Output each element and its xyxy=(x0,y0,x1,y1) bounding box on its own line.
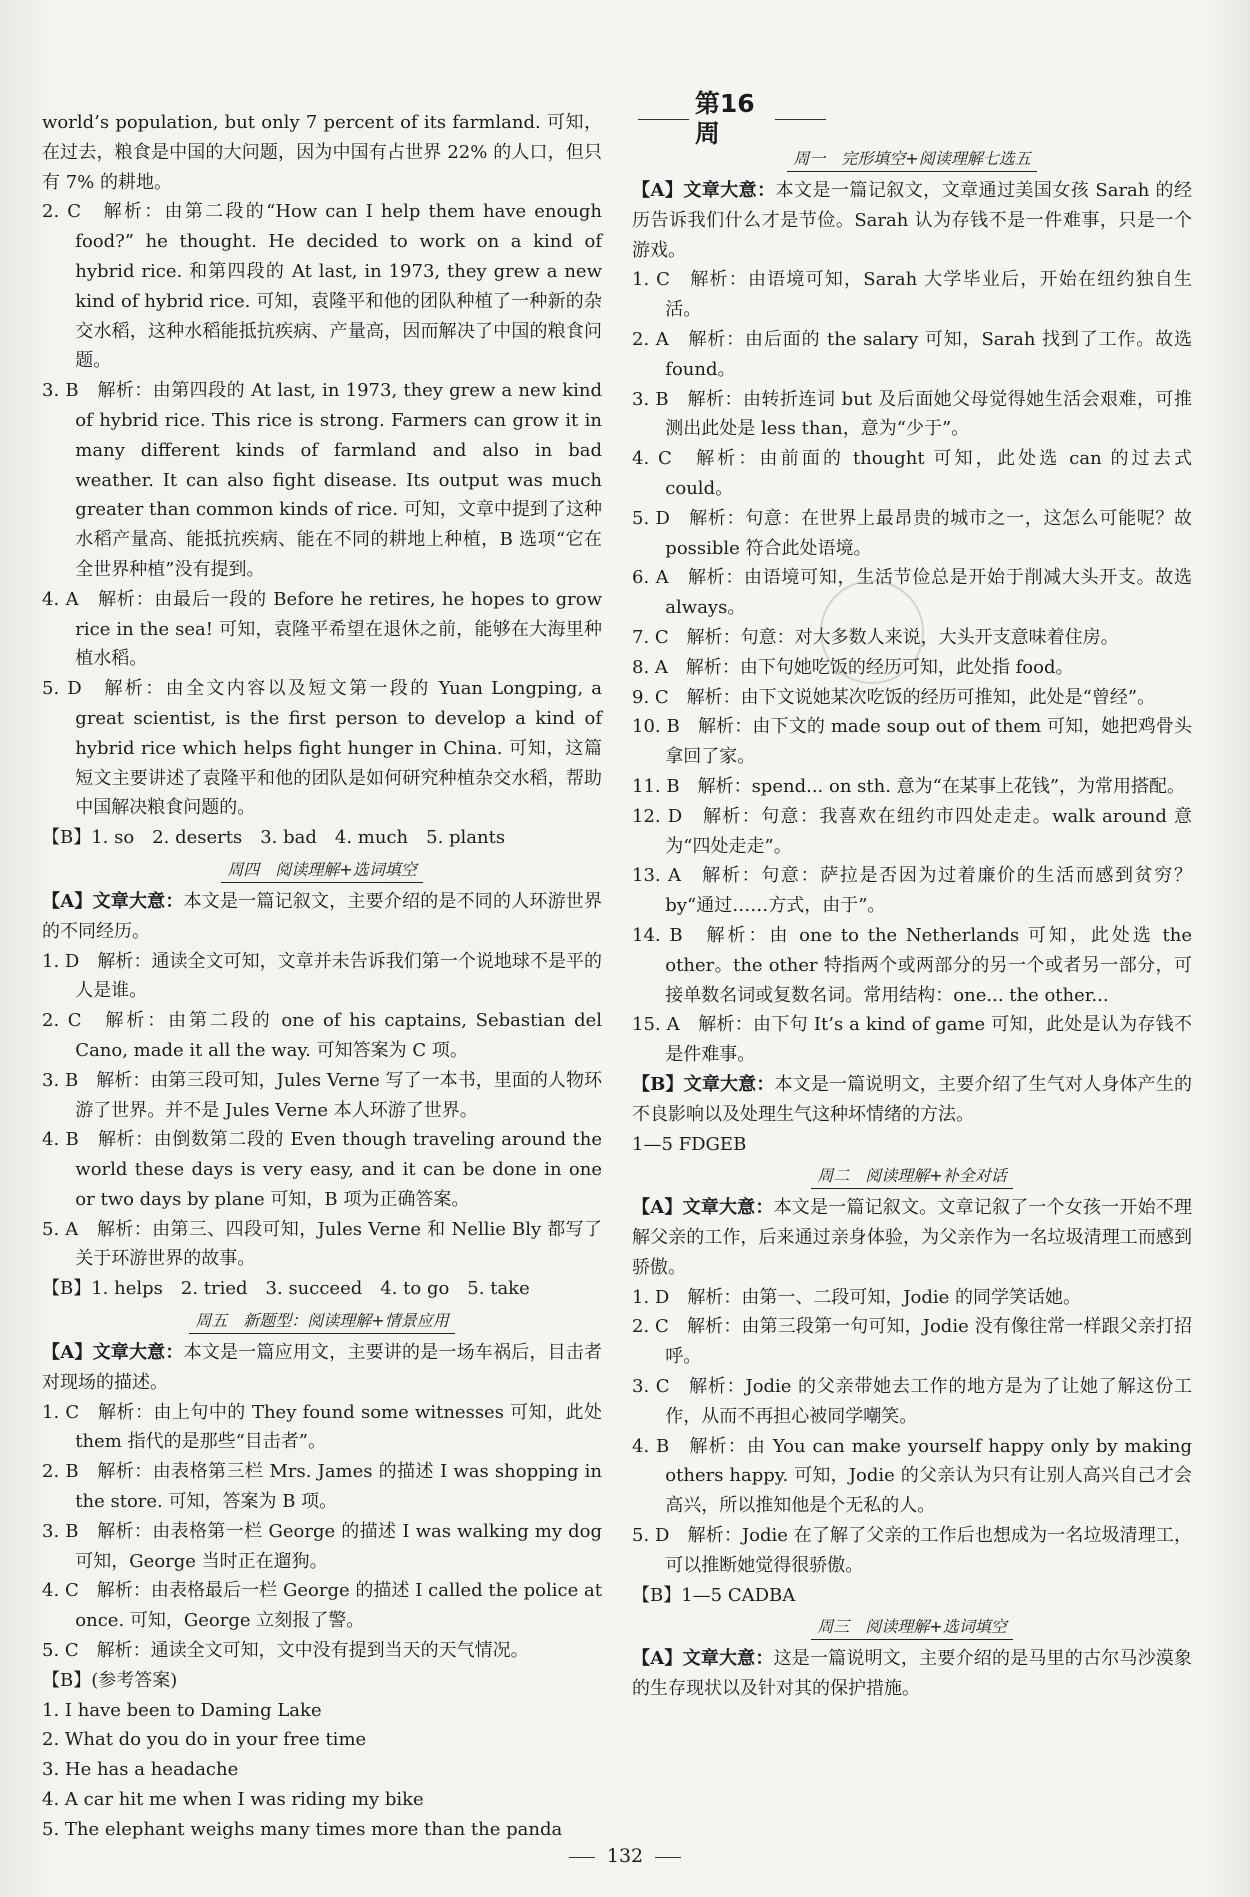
answer-item: 2. C 解析：由第二段的“How can I help them have enough food?” he thought. He decided to work on a kind of hybrid rice. 和第四段的 At last, in 1973, they grew a new kind of hybrid rice. 可知，袁隆平和他的团队种植了一种新的杂交水稻，这种水稻能抵抗疾病、产量高，因而解决了中国的粮食问题。 xyxy=(42,201,602,372)
answer-item: 4. B 解析：由 You can make yourself happy only by making others happy. 可知，Jodie 的父亲认为只有让别人高兴自己才会高兴，所以推知他是个无私的人。 xyxy=(632,1435,1192,1517)
summary-text: 本文是一篇应用文，主要讲的是一场车祸后，目击者对现场的描述。 xyxy=(42,1342,602,1393)
answer-item: 4. B 解析：由倒数第二段的 Even though traveling around the world these days is very easy, and it can be done in one or two days by plane 可知，B 项为正确答案。 xyxy=(42,1129,602,1210)
article-summary xyxy=(42,1338,602,1398)
answer-item: 13. A 解析：句意：萨拉是否因为过着廉价的生活而感到贫穷？by“通过……方式，由于”。 xyxy=(632,865,1192,917)
continued-answer-text: world’s population, but only 7 percent of its farmland. 可知，在过去，粮食是中国的大问题，因为中国有占世界 22% 的人口，但只有 7% 的耕地。 xyxy=(42,112,602,193)
answer-item: 1. C 解析：由语境可知，Sarah 大学毕业后，开始在纽约独自生活。 xyxy=(632,269,1192,321)
answer-item: 12. D 解析：句意：我喜欢在纽约市四处走走。walk around 意为“四处走走”。 xyxy=(632,805,1192,857)
answer-item: 5. A 解析：由第三、四段可知，Jules Verne 和 Nellie Bly 都写了关于环游世界的故事。 xyxy=(42,1218,602,1270)
summary-label: 【A】文章大意： xyxy=(632,1648,774,1670)
reference-answer: 1. I have been to Daming Lake xyxy=(42,1699,322,1721)
answer-item: 5. D 解析：由全文内容以及短文第一段的 Yuan Longping, a great scientist, is the first person to develop a kind of hybrid rice which helps fight hunger in China. 可知，这篇短文主要讲述了袁隆平和他的团队是如何研究种植杂交水稻，帮助中国解决粮食问题的。 xyxy=(42,678,602,819)
answer-item: 5. D 解析：Jodie 在了解了父亲的工作后也想成为一名垃圾清理工，可以推断她觉得很骄傲。 xyxy=(632,1525,1192,1576)
article-summary xyxy=(632,1193,1192,1282)
section-heading-text: 周五 新题型：阅读理解+情景应用 xyxy=(189,1310,454,1334)
answer-item: 3. B 解析：由第三段可知，Jules Verne 写了一本书，里面的人物环游了世界。并不是 Jules Verne 本人环游了世界。 xyxy=(42,1069,602,1121)
summary-text: 本文是一篇记叙文。文章记叙了一个女孩一开始不理解父亲的工作，后来通过亲身体验，为父亲作为一名垃圾清理工而感到骄傲。 xyxy=(632,1197,1192,1278)
page-number-rule xyxy=(569,1857,595,1858)
answer-item: 14. B 解析：由 one to the Netherlands 可知，此处选 the other。the other 特指两个或两部分的另一个或者另一部分，可接单数名词或复数名词。常用结构：one... the other... xyxy=(632,924,1192,1006)
reference-answer: 3. He has a headache xyxy=(42,1759,239,1781)
title-rule xyxy=(638,119,689,120)
summary-label: 【B】文章大意： xyxy=(632,1073,775,1095)
answer-item: 4. A 解析：由最后一段的 Before he retires, he hopes to grow rice in the sea! 可知，袁隆平希望在退休之前，能够在大海里种植水稻。 xyxy=(42,588,602,670)
section-heading-text: 周一 完形填空+阅读理解七选五 xyxy=(787,148,1036,172)
answer-item: 9. C 解析：由下文说她某次吃饭的经历可推知，此处是“曾经”。 xyxy=(632,686,1156,708)
article-summary xyxy=(632,176,1192,265)
answer-item: 6. A 解析：由语境可知，生活节俭总是开始于削减大头开支。故选 always。 xyxy=(632,567,1192,619)
reference-answer: 2. What do you do in your free time xyxy=(42,1729,367,1751)
section-heading-thursday xyxy=(42,853,602,887)
answer-item: 7. C 解析：句意：对大多数人来说，大头开支意味着住房。 xyxy=(632,626,1119,648)
summary-text: 本文是一篇说明文，主要介绍了生气对人身体产生的不良影响以及处理生气这种坏情绪的方法。 xyxy=(632,1073,1193,1125)
summary-text: 本文是一篇记叙文，主要介绍的是不同的人环游世界的不同经历。 xyxy=(42,890,602,942)
answer-item: 3. B 解析：由转折连词 but 及后面她父母觉得她生活会艰难，可推测出此处是 less than，意为“少于”。 xyxy=(632,388,1192,440)
page-number-rule xyxy=(655,1857,681,1858)
section-heading-monday xyxy=(632,142,1192,176)
right-column xyxy=(632,89,1193,1704)
section-heading-text: 周二 阅读理解+补全对话 xyxy=(811,1165,1012,1189)
reference-answer: 5. The elephant weighs many times more than the panda xyxy=(42,1818,563,1840)
answer-item: 2. A 解析：由后面的 the salary 可知，Sarah 找到了工作。故选 found。 xyxy=(632,328,1192,380)
summary-text: 本文是一篇记叙文，文章通过美国女孩 Sarah 的经历告诉我们什么才是节俭。Sarah 认为存钱不是一件难事，只是一个游戏。 xyxy=(632,180,1193,261)
answer-item: 3. B 解析：由第四段的 At last, in 1973, they grew a new kind of hybrid rice. This rice is strong. Farmers can grow it in many different kinds of farmland and also in bad weather. It can also fight disease. Its output was much greater than common kinds of rice. 可知，文章中提到了这种水稻产量高、能抵抗疾病、能在不同的耕地上种植，B 选项“它在全世界种植”没有提到。 xyxy=(42,380,602,580)
section-heading-wednesday xyxy=(632,1610,1192,1644)
answer-item: 3. B 解析：由表格第一栏 George 的描述 I was walking my dog 可知，George 当时正在遛狗。 xyxy=(42,1520,602,1572)
section-heading-text: 周三 阅读理解+选词填空 xyxy=(811,1616,1012,1640)
summary-label: 【A】文章大意： xyxy=(42,1342,184,1364)
summary-label: 【A】文章大意： xyxy=(632,180,776,201)
title-rule xyxy=(775,119,826,120)
answer-item: 15. A 解析：由下句 It’s a kind of game 可知，此处是认为存钱不是件难事。 xyxy=(632,1014,1192,1066)
answer-item: 3. C 解析：Jodie 的父亲带她去工作的地方是为了让她了解这份工作，从而不再担心被同学嘲笑。 xyxy=(632,1376,1192,1427)
answer-item: 1. D 解析：通读全文可知，文章并未告诉我们第一个说地球不是平的人是谁。 xyxy=(42,950,602,1002)
summary-label: 【A】文章大意： xyxy=(42,890,184,912)
part-b-label: 【B】(参考答案) xyxy=(42,1669,178,1691)
summary-label: 【A】文章大意： xyxy=(632,1197,774,1219)
left-column xyxy=(42,108,602,1845)
faded-stamp-seal xyxy=(820,580,924,684)
reference-answer: 4. A car hit me when I was riding my bike xyxy=(42,1789,424,1811)
week-title xyxy=(632,89,832,148)
article-summary xyxy=(632,1070,1192,1130)
answer-item: 11. B 解析：spend... on sth. 意为“在某事上花钱”，为常用搭配。 xyxy=(632,775,1186,797)
answer-item: 4. C 解析：由表格最后一栏 George 的描述 I called the police at once. 可知，George 立刻报了警。 xyxy=(42,1580,602,1632)
page-number xyxy=(0,1845,1250,1867)
page-number-text: 132 xyxy=(606,1845,644,1867)
article-summary xyxy=(42,887,602,947)
part-b-answers: 1—5 FDGEB xyxy=(632,1133,747,1155)
answer-item: 8. A 解析：由下句她吃饭的经历可知，此处指 food。 xyxy=(632,656,1074,678)
answer-item: 5. D 解析：句意：在世界上最昂贵的城市之一，这怎么可能呢？故 possible 符合此处语境。 xyxy=(632,507,1192,559)
answer-item: 5. C 解析：通读全文可知，文中没有提到当天的天气情况。 xyxy=(42,1640,529,1662)
answer-item: 4. C 解析：由前面的 thought 可知，此处选 can 的过去式 could。 xyxy=(632,448,1192,499)
answer-item: 2. B 解析：由表格第三栏 Mrs. James 的描述 I was shopping in the store. 可知，答案为 B 项。 xyxy=(42,1461,602,1513)
part-b-answers: 【B】1—5 CADBA xyxy=(632,1584,796,1606)
week-title-text: 第16周 xyxy=(694,89,755,148)
answer-item: 10. B 解析：由下文的 made soup out of them 可知，她把鸡骨头拿回了家。 xyxy=(632,716,1192,768)
answer-item: 2. C 解析：由第二段的 one of his captains, Sebastian del Cano, made it all the way. 可知答案为 C 项。 xyxy=(42,1010,602,1061)
part-b-answers: 【B】1. helps 2. tried 3. succeed 4. to go 5. take xyxy=(42,1278,530,1300)
answer-item: 1. C 解析：由上句中的 They found some witnesses 可知，此处 them 指代的是那些“目击者”。 xyxy=(42,1401,602,1453)
answer-item: 1. D 解析：由第一、二段可知，Jodie 的同学笑话她。 xyxy=(632,1286,1082,1308)
article-summary xyxy=(632,1644,1192,1704)
section-heading-tuesday xyxy=(632,1159,1192,1193)
section-heading-text: 周四 阅读理解+选词填空 xyxy=(221,859,422,883)
part-b-answers: 【B】1. so 2. deserts 3. bad 4. much 5. plants xyxy=(42,827,506,849)
section-heading-friday xyxy=(42,1304,602,1338)
summary-text: 这是一篇说明文，主要介绍的是马里的古尔马沙漠象的生存现状以及针对其的保护措施。 xyxy=(632,1648,1192,1700)
answer-item: 2. C 解析：由第三段第一句可知，Jodie 没有像往常一样跟父亲打招呼。 xyxy=(632,1316,1192,1368)
